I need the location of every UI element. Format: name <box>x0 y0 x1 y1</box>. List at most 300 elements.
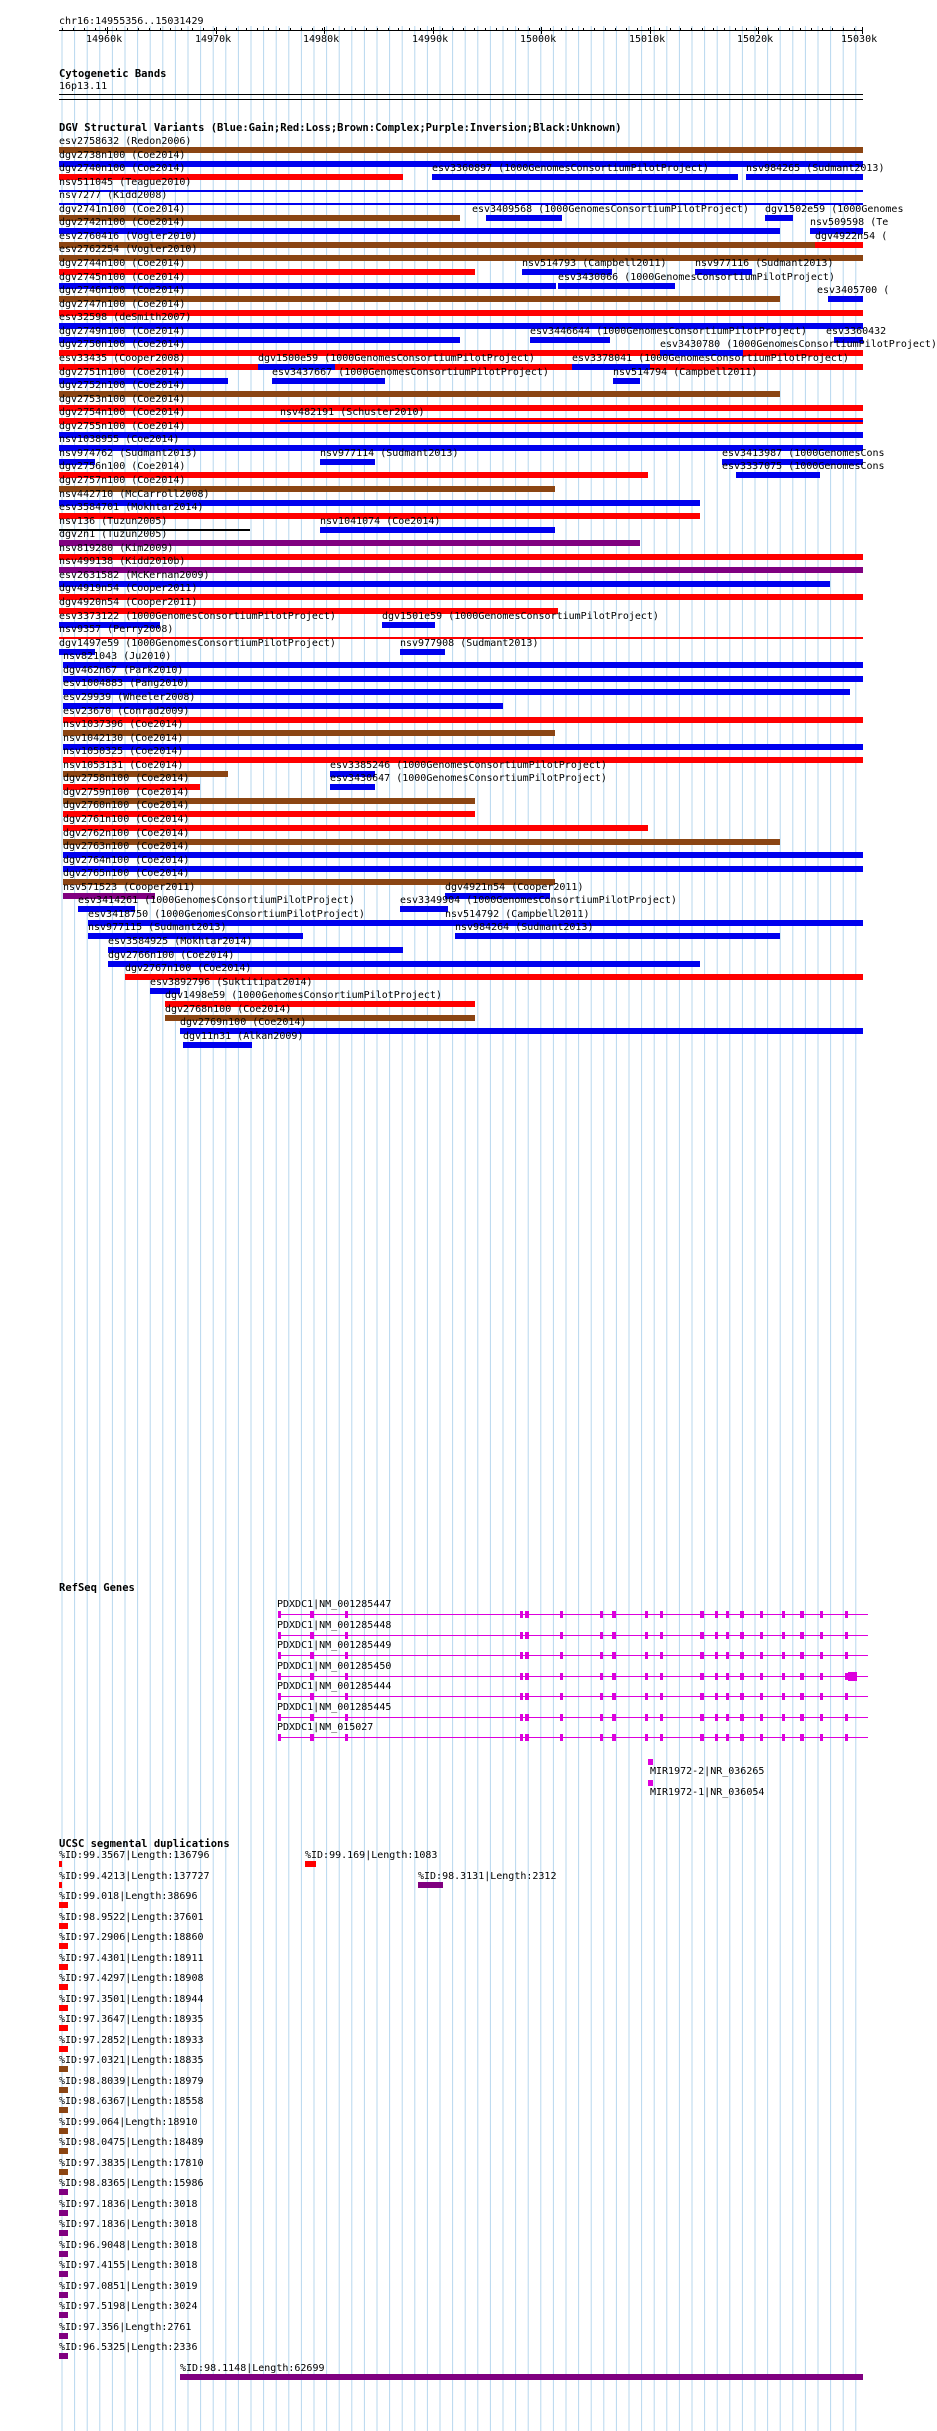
ruler-minor-tick <box>691 28 692 31</box>
variant-bar[interactable] <box>400 649 445 655</box>
segdup-label: %ID:97.5198|Length:3024 <box>59 2301 198 2312</box>
ruler-tick-label: 14990k <box>412 34 449 45</box>
ruler-tick-label: 14960k <box>86 34 123 45</box>
gene-exon <box>800 1693 804 1700</box>
variant-bar[interactable] <box>828 296 863 302</box>
variant-bar[interactable] <box>613 378 640 384</box>
ruler-minor-tick <box>420 28 421 31</box>
gene-exon <box>600 1673 603 1680</box>
ruler-minor-tick <box>680 28 681 31</box>
variant-label: esv1004883 (Pang2010) <box>63 678 190 689</box>
variant-label: nsv977116 (Sudmant2013) <box>695 258 834 269</box>
variant-bar[interactable] <box>382 622 435 628</box>
variant-label: esv3892796 (Suktitipat2014) <box>150 977 313 988</box>
ruler-minor-tick <box>670 28 671 31</box>
variant-label: dgv2752n100 (Coe2014) <box>59 380 186 391</box>
segdup-label: %ID:97.4297|Length:18908 <box>59 1973 204 1984</box>
variant-label: esv2631582 (McKernan2009) <box>59 570 210 581</box>
variant-label: dgv2760n100 (Coe2014) <box>63 800 190 811</box>
variant-label: dgv1498e59 (1000GenomesConsortiumPilotProject) <box>165 990 442 1001</box>
gene-exon <box>700 1714 704 1721</box>
gene-exon <box>715 1632 718 1639</box>
segdup-label: %ID:98.3131|Length:2312 <box>418 1871 557 1882</box>
gene-exon <box>525 1693 529 1700</box>
gene-label: PDXDC1|NM_001285445 <box>277 1702 392 1713</box>
ruler-major-tick <box>541 27 542 34</box>
gene-exon <box>715 1673 718 1680</box>
ruler-minor-tick <box>529 28 530 31</box>
ruler-minor-tick <box>463 28 464 31</box>
segdup-bar[interactable] <box>59 2230 68 2236</box>
gene-exon <box>740 1652 744 1659</box>
ruler-minor-tick <box>735 28 736 31</box>
gene-exon <box>520 1652 523 1659</box>
ruler-minor-tick <box>843 28 844 31</box>
gene-exon <box>848 1672 857 1681</box>
variant-label: dgv2745n100 (Coe2014) <box>59 272 186 283</box>
variant-label: nsv442710 (McCarroll2008) <box>59 489 210 500</box>
gene-exon <box>782 1714 785 1721</box>
variant-bar[interactable] <box>455 933 780 939</box>
gene-exon <box>760 1632 763 1639</box>
ruler-minor-tick <box>181 28 182 31</box>
variant-bar[interactable] <box>765 215 793 221</box>
ruler-minor-tick <box>561 28 562 31</box>
gene-intron-line <box>278 1717 868 1718</box>
segdup-bar[interactable] <box>59 2025 68 2031</box>
ruler-minor-tick <box>485 28 486 31</box>
variant-label: dgv2747n100 (Coe2014) <box>59 299 186 310</box>
ruler-minor-tick <box>290 28 291 31</box>
ruler-minor-tick <box>214 28 215 31</box>
ruler-minor-tick <box>105 28 106 31</box>
variant-label: esv3385246 (1000GenomesConsortiumPilotProject) <box>330 760 607 771</box>
segdup-bar[interactable] <box>59 2005 68 2011</box>
variant-label: esv23670 (Conrad2009) <box>63 706 190 717</box>
dgv-heading: DGV Structural Variants (Blue:Gain;Red:Loss;Brown:Complex;Purple:Inversion;Black:Unknown) <box>59 122 622 134</box>
ruler-minor-tick <box>648 28 649 31</box>
variant-bar[interactable] <box>320 527 555 533</box>
gene-exon <box>560 1611 563 1618</box>
ruler-minor-tick <box>474 28 475 31</box>
ruler-minor-tick <box>453 28 454 31</box>
segdup-label: %ID:96.9048|Length:3018 <box>59 2240 198 2251</box>
gene-exon <box>715 1652 718 1659</box>
segdup-label: %ID:97.3501|Length:18944 <box>59 1994 204 2005</box>
ruler-minor-tick <box>301 28 302 31</box>
gene-exon <box>278 1693 281 1700</box>
ruler-major-tick <box>216 27 217 34</box>
ruler-minor-tick <box>767 28 768 31</box>
gene-exon <box>820 1652 823 1659</box>
ruler-minor-tick <box>539 28 540 31</box>
gene-intron-line <box>278 1737 868 1738</box>
variant-label: nsv1038955 (Coe2014) <box>59 434 180 445</box>
gene-exon <box>310 1734 314 1741</box>
variant-bar[interactable] <box>280 420 863 422</box>
segdup-bar[interactable] <box>180 2374 863 2380</box>
gene-exon <box>782 1673 785 1680</box>
gene-exon <box>700 1652 704 1659</box>
variant-label: nsv1042130 (Coe2014) <box>63 733 184 744</box>
ruler-major-tick <box>433 27 434 34</box>
variant-label: esv3360432 <box>826 326 887 337</box>
variant-label: dgv2750n100 (Coe2014) <box>59 339 186 350</box>
ruler-minor-tick <box>572 28 573 31</box>
variant-label: esv3414261 (1000GenomesConsortiumPilotProject) <box>78 895 355 906</box>
gene-label: PDXDC1|NM_001285448 <box>277 1620 392 1631</box>
gene-exon <box>845 1652 848 1659</box>
gene-exon <box>820 1714 823 1721</box>
gene-exon <box>740 1693 744 1700</box>
ruler-tick-label: 15020k <box>737 34 774 45</box>
ruler-minor-tick <box>615 28 616 31</box>
segdup-bar[interactable] <box>59 1984 68 1990</box>
variant-label: esv3360897 (1000GenomesConsortiumPilotProject) <box>432 163 709 174</box>
gene-exon <box>525 1734 529 1741</box>
ruler-minor-tick <box>713 28 714 31</box>
segdup-bar[interactable] <box>59 1923 68 1929</box>
segdup-label: %ID:97.356|Length:2761 <box>59 2322 192 2333</box>
gene-exon <box>645 1673 648 1680</box>
gene-exon <box>845 1693 848 1700</box>
gene-exon <box>645 1652 648 1659</box>
variant-label: dgv2761n100 (Coe2014) <box>63 814 190 825</box>
segdup-bar[interactable] <box>59 2312 68 2318</box>
gene-exon <box>278 1652 281 1659</box>
gene-exon <box>520 1734 523 1741</box>
variant-bar[interactable] <box>59 190 863 192</box>
segdup-label: %ID:98.1148|Length:62699 <box>180 2363 325 2374</box>
variant-bar[interactable] <box>530 337 610 343</box>
variant-label: dgv4922n54 ( <box>815 231 888 242</box>
segdup-bar[interactable] <box>59 2333 68 2339</box>
ruler-tick-label: 14970k <box>195 34 232 45</box>
ruler-tick-label: 15030k <box>841 34 878 45</box>
segdup-bar[interactable] <box>59 2251 68 2257</box>
gene-exon <box>520 1714 523 1721</box>
variant-bar[interactable] <box>558 283 675 289</box>
variant-label: esv3413987 (1000GenomesCons <box>722 448 885 459</box>
segdup-bar[interactable] <box>418 1882 443 1888</box>
segdup-bar[interactable] <box>59 2353 68 2359</box>
gene-exon <box>560 1632 563 1639</box>
variant-label: nsv1037396 (Coe2014) <box>63 719 184 730</box>
gene-exon <box>600 1632 603 1639</box>
variant-bar[interactable] <box>272 378 385 384</box>
ruler-major-tick <box>758 27 759 34</box>
gene-exon <box>726 1693 729 1700</box>
gene-exon <box>800 1734 804 1741</box>
ruler-minor-tick <box>583 28 584 31</box>
ruler-minor-tick <box>431 28 432 31</box>
gene-exon <box>726 1673 729 1680</box>
variant-label: nsv819280 (Kim2009) <box>59 543 174 554</box>
variant-label: nsv984264 (Sudmant2013) <box>455 922 594 933</box>
ruler-minor-tick <box>322 28 323 31</box>
gene-exon <box>310 1673 314 1680</box>
gene-exon <box>845 1734 848 1741</box>
gene-exon <box>645 1693 648 1700</box>
variant-label: nsv1041074 (Coe2014) <box>320 516 441 527</box>
variant-bar[interactable] <box>432 174 738 180</box>
gene-exon <box>726 1714 729 1721</box>
variant-bar[interactable] <box>320 459 375 465</box>
gene-exon <box>278 1611 281 1618</box>
gene-exon <box>660 1611 663 1618</box>
segdup-bar[interactable] <box>59 2046 68 2052</box>
ruler-minor-tick <box>257 28 258 31</box>
gene-exon <box>560 1734 563 1741</box>
gene-intron-line <box>278 1655 868 1656</box>
segdup-bar[interactable] <box>59 2210 68 2216</box>
gene-exon <box>520 1693 523 1700</box>
gene-exon <box>782 1693 785 1700</box>
segdup-label: %ID:99.3567|Length:136796 <box>59 1850 210 1861</box>
ruler-minor-tick <box>236 28 237 31</box>
ruler-minor-tick <box>496 28 497 31</box>
variant-bar[interactable] <box>486 215 562 221</box>
variant-label: dgv2764n100 (Coe2014) <box>63 855 190 866</box>
ruler-tick-label: 15000k <box>520 34 557 45</box>
variant-label: dgv4919n54 (Cooper2011) <box>59 583 198 594</box>
variant-label: dgv2754n100 (Coe2014) <box>59 407 186 418</box>
gene-label: PDXDC1|NM_001285447 <box>277 1599 392 1610</box>
mirna-mark <box>648 1759 653 1765</box>
segdup-bar[interactable] <box>59 1943 68 1949</box>
gene-exon <box>845 1611 848 1618</box>
variant-label: dgv4920n54 (Cooper2011) <box>59 597 198 608</box>
mirna-label: MIR1972-1|NR_036054 <box>650 1787 765 1798</box>
gene-exon <box>660 1693 663 1700</box>
ruler-major-tick <box>650 27 651 34</box>
variant-label: dgv2755n100 (Coe2014) <box>59 421 186 432</box>
gene-exon <box>600 1611 603 1618</box>
gene-exon <box>800 1714 804 1721</box>
ruler-minor-tick <box>73 28 74 31</box>
variant-bar[interactable] <box>330 784 375 790</box>
ruler-minor-tick <box>442 28 443 31</box>
gene-exon <box>645 1632 648 1639</box>
mirna-mark <box>648 1780 653 1786</box>
segdup-bar[interactable] <box>59 2128 68 2134</box>
gene-exon <box>740 1632 744 1639</box>
segdup-bar[interactable] <box>59 2066 68 2072</box>
gene-exon <box>726 1652 729 1659</box>
gene-exon <box>700 1632 704 1639</box>
segdup-bar[interactable] <box>59 1861 62 1867</box>
ruler-minor-tick <box>246 28 247 31</box>
variant-bar[interactable] <box>183 1042 252 1048</box>
gene-exon <box>726 1632 729 1639</box>
variant-label: dgv2749n100 (Coe2014) <box>59 326 186 337</box>
variant-label: esv3446644 (1000GenomesConsortiumPilotProject) <box>530 326 807 337</box>
gene-label: PDXDC1|NM_001285449 <box>277 1640 392 1651</box>
gene-exon <box>782 1632 785 1639</box>
ruler-minor-tick <box>778 28 779 31</box>
gene-exon <box>740 1734 744 1741</box>
variant-label: esv29939 (Wheeler2008) <box>63 692 196 703</box>
gene-exon <box>645 1714 648 1721</box>
variant-label: esv3430780 (1000GenomesConsortiumPilotProject) <box>660 339 937 350</box>
gene-exon <box>726 1734 729 1741</box>
gene-exon <box>612 1652 616 1659</box>
ruler-minor-tick <box>279 28 280 31</box>
gene-exon <box>760 1673 763 1680</box>
gene-exon <box>740 1714 744 1721</box>
gene-exon <box>820 1673 823 1680</box>
cyto-band-label: 16p13.11 <box>59 81 108 92</box>
variant-label: esv2762254 (Vogler2010) <box>59 244 198 255</box>
variant-label: dgv2746n100 (Coe2014) <box>59 285 186 296</box>
gene-exon <box>525 1652 529 1659</box>
variant-label: dgv462n67 (Park2010) <box>63 665 184 676</box>
ruler-minor-tick <box>800 28 801 31</box>
ruler-minor-tick <box>507 28 508 31</box>
ruler-minor-tick <box>333 28 334 31</box>
gene-exon <box>310 1611 314 1618</box>
segdup-label: %ID:99.018|Length:38696 <box>59 1891 198 1902</box>
variant-label: nsv1053131 (Coe2014) <box>63 760 184 771</box>
gene-exon <box>645 1734 648 1741</box>
gene-exon <box>612 1714 616 1721</box>
gene-intron-line <box>278 1676 868 1677</box>
gene-exon <box>645 1611 648 1618</box>
ruler-minor-tick <box>811 28 812 31</box>
gene-exon <box>560 1693 563 1700</box>
segdup-bar[interactable] <box>59 2271 68 2277</box>
ruler-major-tick <box>324 27 325 34</box>
ruler-minor-tick <box>659 28 660 31</box>
variant-label: dgv1500e59 (1000GenomesConsortiumPilotProject) <box>258 353 535 364</box>
gene-exon <box>782 1652 785 1659</box>
segdup-bar[interactable] <box>59 2087 68 2093</box>
segdup-bar[interactable] <box>59 2189 68 2195</box>
ruler-major-tick <box>107 27 108 34</box>
variant-bar[interactable] <box>746 174 863 180</box>
variant-label: dgv11n31 (Alkan2009) <box>183 1031 304 1042</box>
gene-exon <box>525 1632 529 1639</box>
gene-label: PDXDC1|NM_015027 <box>277 1722 374 1733</box>
gene-label: PDXDC1|NM_001285450 <box>277 1661 392 1672</box>
gene-exon <box>560 1673 563 1680</box>
segdup-bar[interactable] <box>59 2107 68 2113</box>
variant-label: dgv2740n100 (Coe2014) <box>59 163 186 174</box>
gene-label: PDXDC1|NM_001285444 <box>277 1681 392 1692</box>
variant-label: nsv977115 (Sudmant2013) <box>88 922 227 933</box>
variant-label: esv2760416 (Vogler2010) <box>59 231 198 242</box>
variant-label: esv3337075 (1000GenomesCons <box>722 461 885 472</box>
gene-exon <box>782 1734 785 1741</box>
variant-label: nsv514793 (Campbell2011) <box>522 258 667 269</box>
ruler-minor-tick <box>127 28 128 31</box>
segdup-bar[interactable] <box>59 2169 68 2175</box>
gene-exon <box>600 1714 603 1721</box>
variant-bar[interactable] <box>400 906 448 912</box>
ruler-minor-tick <box>149 28 150 31</box>
gene-exon <box>800 1652 804 1659</box>
ruler-minor-tick <box>724 28 725 31</box>
segdup-label: %ID:97.1836|Length:3018 <box>59 2219 198 2230</box>
variant-label: nsv1050325 (Coe2014) <box>63 746 184 757</box>
gene-exon <box>600 1652 603 1659</box>
variant-bar[interactable] <box>815 242 863 248</box>
segdup-bar[interactable] <box>59 1882 62 1888</box>
segdup-label: %ID:97.3647|Length:18935 <box>59 2014 204 2025</box>
gene-exon <box>715 1714 718 1721</box>
variant-bar[interactable] <box>59 432 863 438</box>
gene-exon <box>278 1673 281 1680</box>
variant-label: nsv977114 (Sudmant2013) <box>320 448 459 459</box>
segdup-bar[interactable] <box>59 1902 68 1908</box>
gene-exon <box>760 1652 763 1659</box>
variant-label: esv33435 (Cooper2008) <box>59 353 186 364</box>
variant-label: dgv2765n100 (Coe2014) <box>63 868 190 879</box>
gene-exon <box>740 1673 744 1680</box>
variant-label: nsv974762 (Sudmant2013) <box>59 448 198 459</box>
gene-exon <box>278 1714 281 1721</box>
segdup-label: %ID:99.064|Length:18910 <box>59 2117 198 2128</box>
ruler-minor-tick <box>756 28 757 31</box>
variant-label: esv3584701 (Mokhtar2014) <box>59 502 204 513</box>
ruler-tick-label: 15010k <box>629 34 666 45</box>
segdup-label: %ID:97.0321|Length:18835 <box>59 2055 204 2066</box>
variant-label: dgv2738n100 (Coe2014) <box>59 150 186 161</box>
segdup-label: %ID:97.2906|Length:18860 <box>59 1932 204 1943</box>
gene-exon <box>660 1652 663 1659</box>
gene-exon <box>800 1611 804 1618</box>
variant-label: esv3418750 (1000GenomesConsortiumPilotProject) <box>88 909 365 920</box>
segdup-heading: UCSC segmental duplications <box>59 1838 230 1850</box>
ruler-minor-tick <box>268 28 269 31</box>
variant-label: dgv2742n100 (Coe2014) <box>59 217 186 228</box>
segdup-label: %ID:99.4213|Length:137727 <box>59 1871 210 1882</box>
segdup-label: %ID:97.0851|Length:3019 <box>59 2281 198 2292</box>
ruler-minor-tick <box>605 28 606 31</box>
segdup-label: %ID:97.3835|Length:17810 <box>59 2158 204 2169</box>
cytogenetic-bands-heading: Cytogenetic Bands <box>59 68 167 80</box>
gene-exon <box>700 1673 704 1680</box>
variant-label: esv3430066 (1000GenomesConsortiumPilotProject) <box>558 272 835 283</box>
variant-label: dgv2757n100 (Coe2014) <box>59 475 186 486</box>
segdup-label: %ID:97.4155|Length:3018 <box>59 2260 198 2271</box>
ruler-minor-tick <box>832 28 833 31</box>
ruler-minor-tick <box>594 28 595 31</box>
variant-label: nsv977908 (Sudmant2013) <box>400 638 539 649</box>
segdup-bar[interactable] <box>59 1964 68 1970</box>
segdup-bar[interactable] <box>305 1861 316 1867</box>
segdup-bar[interactable] <box>59 2292 68 2298</box>
variant-label: dgv1501e59 (1000GenomesConsortiumPilotProject) <box>382 611 659 622</box>
ruler-minor-tick <box>95 28 96 31</box>
ruler-minor-tick <box>746 28 747 31</box>
ruler-minor-tick <box>377 28 378 31</box>
variant-label: nsv7277 (Kidd2008) <box>59 190 168 201</box>
segdup-bar[interactable] <box>59 2148 68 2154</box>
variant-label: dgv2769n100 (Coe2014) <box>180 1017 307 1028</box>
gene-exon <box>612 1673 616 1680</box>
ruler-minor-tick <box>409 28 410 31</box>
ruler-minor-tick <box>518 28 519 31</box>
gene-exon <box>345 1693 348 1700</box>
gene-exon <box>612 1693 616 1700</box>
variant-label: dgv2758n100 (Coe2014) <box>63 773 190 784</box>
variant-bar[interactable] <box>736 472 820 478</box>
gene-exon <box>525 1673 529 1680</box>
gene-exon <box>820 1693 823 1700</box>
variant-label: esv3405700 ( <box>817 285 890 296</box>
cyto-band-line-2 <box>59 99 863 100</box>
